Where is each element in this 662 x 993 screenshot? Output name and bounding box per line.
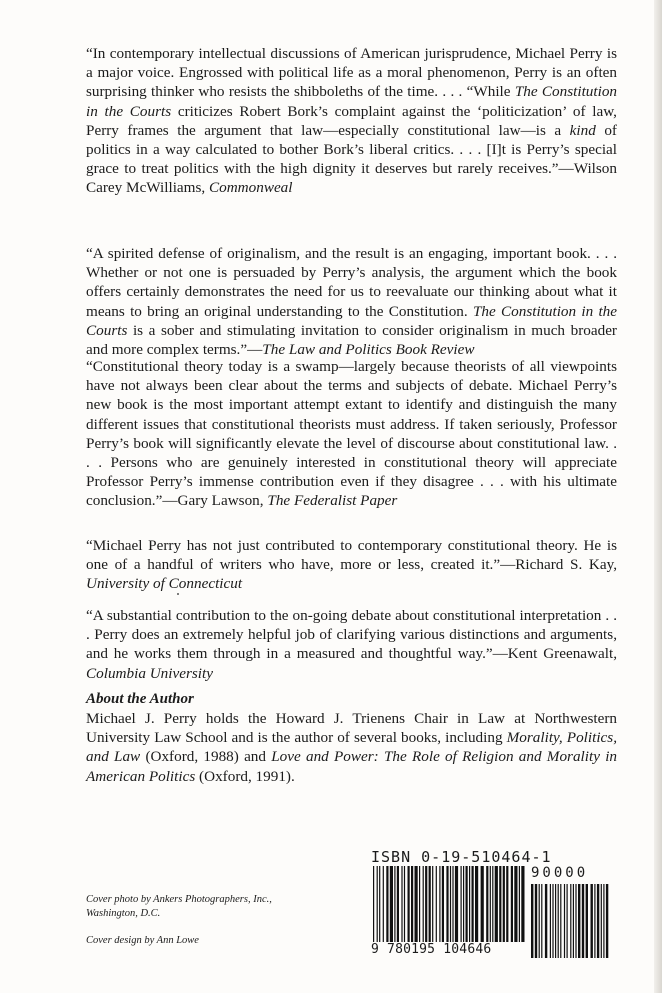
barcode-bar [490,866,491,942]
review-quote-1 [86,44,617,198]
barcode-bar [535,884,537,958]
barcode-bar [555,884,556,958]
barcode-bar [377,866,378,954]
barcode-bar [461,866,462,942]
barcode-bar [455,866,458,942]
barcode-bar [511,866,513,942]
barcode-bar [550,884,551,958]
photo-credit-line-2: Washington, D.C. [86,908,161,919]
quote-text: “A substantial contribution to the on-going debate about constitutional interpretation . . . Perry does an extremely helpful job of clarifying various distinctions and arguments, and he works them through in a measured and thoughtful way.”—Kent Greenawalt, Columbia University [86,607,617,682]
design-credit: Cover design by Ann Lowe [86,935,199,946]
barcode-bar [586,884,588,958]
barcode-bar [541,884,542,958]
barcode-bar [486,866,488,942]
quote-text: “Michael Perry has not just contributed to contemporary constitutional theory. He is one of a handful of writers who have, more or less, created it.”—Richard S. Kay, University of Connecticut [86,537,617,593]
addon-number: 90000 [531,865,589,881]
barcode-bar [570,884,571,958]
photo-credit [86,893,272,921]
photo-credit-line-1: Cover photo by Ankers Photographers, Inc., [86,894,272,905]
barcode-bar [475,866,478,942]
barcode-bar [506,866,508,942]
barcode-bar [481,866,484,942]
review-quote-5 [86,606,617,683]
barcode-bar [411,866,413,942]
barcode-bar [545,884,547,958]
barcode-bar [564,884,565,958]
barcode-bar [408,866,410,942]
barcode-bar [578,884,580,958]
barcode-bar [394,866,395,942]
barcode-bar [531,884,533,958]
barcode-bar [383,866,384,942]
stray-dot [177,593,179,595]
barcode-bar [415,866,418,942]
about-text: Michael J. Perry holds the Howard J. Trienens Chair in Law at Northwestern University Law School and is the author of several books, including Morality, Politics, and Law (Oxford, 1988) and Love and Power: The Role of Religion and Morality in American Politics (Oxford, 1991). [86,710,618,785]
barcode-bar [429,866,431,942]
barcode-bar [567,884,568,958]
barcode-bar [519,866,520,954]
barcode-bar [606,884,608,958]
barcode-bar [601,884,602,958]
barcode-bar [521,866,524,954]
barcode-bar [390,866,393,942]
barcode-bar [379,866,380,942]
ean-digits: 9 780195 104646 [371,942,527,957]
barcode-bar [594,884,595,958]
review-quote-4 [86,536,617,594]
barcode-bar [503,866,505,942]
barcode-bar [552,884,553,958]
quote-text: “In contemporary intellectual discussions of American jurisprudence, Michael Perry is a major voice. Engrossed with political life as a moral phenomenon, Perry is an often surprising thinker who resists the shibboleths of the time. . . . “While The Constitution in the Courts criticizes Robert Bork’s complaint against the ‘politicization’ of law, Perry frames the argument that law—especially constitutional law—is a kind of politics in a way calculated to bother Bork’s liberal critics. . . . [I]t is Perry’s special grace to treat politics with the high dignity it deserves but rarely receives.”—Wilson Carey McWilliams, Commonweal [86,45,618,197]
barcode-bar [442,866,444,942]
barcode-bar [603,884,604,958]
barcode-bar [499,866,501,942]
barcode-bar [446,866,448,954]
barcode-bar [466,866,468,942]
barcode-bar [425,866,427,942]
barcode-bar [436,866,437,942]
barcode-bar [472,866,474,942]
isbn-text: ISBN 0-19-510464-1 [371,848,552,866]
barcode-bar [575,884,576,958]
barcode-bar [492,866,493,942]
barcode-bar [397,866,399,942]
barcode-bar [469,866,470,942]
barcode-bar [373,866,374,954]
quote-text: “A spirited defense of originalism, and the result is an engaging, important book. . . . Whether or not one is persuaded by Perry’s analysis, the argument which the book offers certainly demonstrates the need for us to reevaluate our thinking about what it means to bring an original understanding to the Constitution. The Constitution in the Courts is a sober and stimulating invitation to consider originalism in much broader and more complex terms.”—The Law and Politics Book Review [86,245,618,359]
about-heading: About the Author [86,691,194,707]
about-the-author [86,690,617,786]
barcode-bar [591,884,593,958]
barcode-bar [582,884,584,958]
review-quote-3 [86,357,617,511]
barcode-bar [558,884,559,958]
review-quote-2 [86,244,617,359]
barcode-bar [597,884,599,958]
barcode-bar [419,866,420,942]
barcode-bar [514,866,517,942]
barcode-bar [573,884,574,958]
barcode-bar [432,866,433,942]
barcode-bar [439,866,440,942]
barcode-bar [452,866,453,942]
isbn-barcode [371,848,611,960]
barcode-bar [404,866,405,942]
barcode-bar [450,866,451,954]
barcode-bar [386,866,388,942]
barcode-bar [401,866,402,942]
barcode-bar [423,866,424,942]
barcode-bar [495,866,498,942]
barcode-bar [539,884,540,958]
barcode-bar [463,866,464,942]
page-edge [654,0,662,993]
barcode-bar [560,884,561,958]
quote-text: “Constitutional theory today is a swamp—largely because theorists of all viewpoints have not always been clear about the terms and subjects of debate. Michael Perry’s new book is the most important attempt extant to identify and distinguish the many different issues that constitutional theorists must address. If taken seriously, Professor Perry’s book will significantly elevate the level of discourse about constitutional law. . . . Persons who are genuinely interested in constitutional theory will appreciate Professor Perry’s immense contribution even if they disagree . . . with his ultimate conclusion.”—Gary Lawson, The Federalist Paper [86,358,617,510]
